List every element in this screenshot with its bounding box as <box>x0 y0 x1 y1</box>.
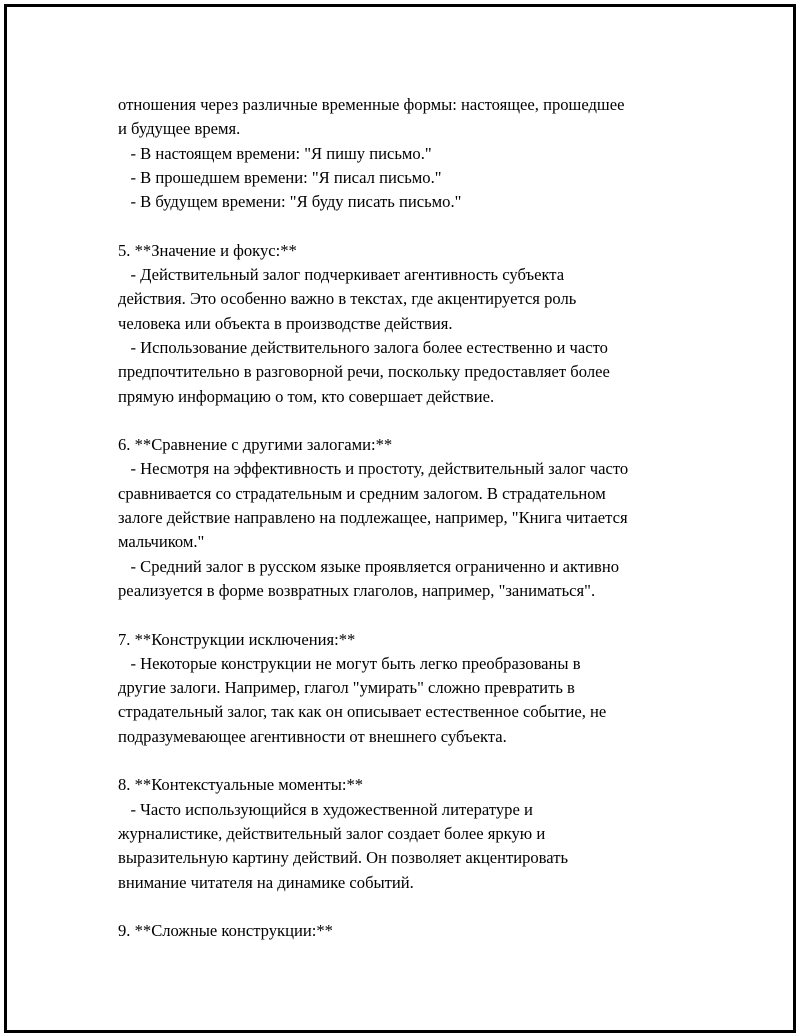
section-heading: 5. **Значение и фокус:** <box>118 240 297 260</box>
text-line: - Использование действительного залога более естественно и часто <box>118 337 608 357</box>
text-line: - Некоторые конструкции не могут быть легко преобразованы в <box>118 653 581 673</box>
text-line: отношения через различные временные формы: настоящее, прошедшее <box>118 95 625 114</box>
text-line: сравнивается со страдательным и средним залогом. В страдательном <box>118 483 606 503</box>
text-line: подразумевающее агентивности от внешнего субъекта. <box>118 726 507 746</box>
text-line: журналистике, действительный залог создает более яркую и <box>118 823 546 843</box>
text-line: и будущее время. <box>118 119 241 139</box>
section-heading: 9. **Сложные конструкции:** <box>118 921 333 941</box>
text-line: внимание читателя на динамике событий. <box>118 872 414 892</box>
blank-line <box>118 409 718 433</box>
text-line: - В прошедшем времени: "Я писал письмо." <box>118 167 442 187</box>
text-line: - Средний залог в русском языке проявляется ограниченно и активно <box>118 556 620 576</box>
blank-line <box>118 214 718 238</box>
section-heading: 6. **Сравнение с другими залогами:** <box>118 435 393 455</box>
text-line: человека или объекта в производстве действия. <box>118 313 453 333</box>
text-line: - Часто использующийся в художественной литературе и <box>118 799 533 819</box>
text-line: мальчиком." <box>118 532 205 552</box>
text-line: страдательный залог, так как он описывает естественное событие, не <box>118 702 607 722</box>
text-line: прямую информацию о том, кто совершает действие. <box>118 386 495 406</box>
text-line: - В будущем времени: "Я буду писать письмо." <box>118 192 462 212</box>
text-line: - В настоящем времени: "Я пишу письмо." <box>118 143 432 163</box>
text-line: - Действительный залог подчеркивает агентивность субъекта <box>118 265 565 285</box>
blank-line <box>118 603 718 627</box>
blank-line <box>118 749 718 773</box>
section-heading: 8. **Контекстуальные моменты:** <box>118 775 364 795</box>
text-line: - Несмотря на эффективность и простоту, действительный залог часто <box>118 459 629 479</box>
text-line: залоге действие направлено на подлежащее, например, "Книга читается <box>118 508 628 528</box>
text-line: выразительную картину действий. Он позволяет акцентировать <box>118 848 569 868</box>
blank-line <box>118 895 718 919</box>
section-heading: 7. **Конструкции исключения:** <box>118 629 356 649</box>
text-line: реализуется в форме возвратных глаголов, например, "заниматься". <box>118 580 596 600</box>
text-line: другие залоги. Например, глагол "умирать" сложно превратить в <box>118 678 575 698</box>
document-body <box>118 93 718 943</box>
text-line: действия. Это особенно важно в текстах, где акцентируется роль <box>118 289 577 309</box>
text-line: предпочтительно в разговорной речи, поскольку предоставляет более <box>118 362 610 382</box>
